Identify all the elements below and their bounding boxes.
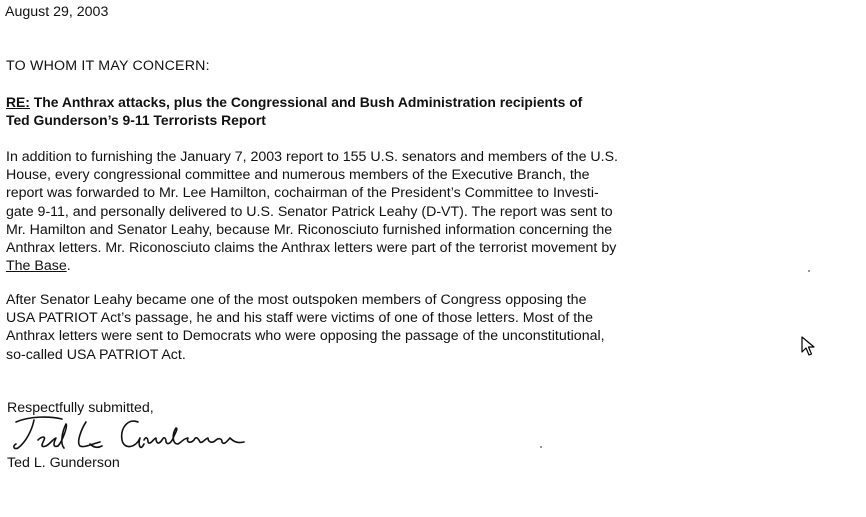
paragraph-line: Anthrax letters were sent to Democrats who were opposing the passage of the unconstitutional, <box>6 328 605 345</box>
subject-line <box>6 93 582 129</box>
subject-row-2: Ted Gunderson’s 9-11 Terrorists Report <box>6 112 266 128</box>
paragraph-line: Anthrax letters. Mr. Riconosciuto claims the Anthrax letters were part of the terrorist movement by <box>6 240 617 257</box>
paragraph-1 <box>6 148 618 275</box>
letter-date: August 29, 2003 <box>5 4 109 20</box>
paragraph-line: After Senator Leahy became one of the most outspoken members of Congress opposing the <box>6 292 587 308</box>
paragraph-line-last <box>6 257 618 275</box>
paragraph-line: so-called USA PATRIOT Act. <box>6 346 186 363</box>
salutation: TO WHOM IT MAY CONCERN: <box>6 58 210 74</box>
scan-speck <box>808 270 810 272</box>
paragraph-line: USA PATRIOT Act’s passage, he and his staff were victims of one of those letters. Most of the <box>6 310 593 327</box>
re-label: RE: <box>6 94 30 110</box>
paragraph-line: In addition to furnishing the January 7, 2003 report to 155 U.S. senators and members of the U.S. <box>6 149 618 165</box>
paragraph-line: gate 9-11, and personally delivered to U.S. Senator Patrick Leahy (D-VT). The report was sent to <box>6 203 613 220</box>
subject-text-1: The Anthrax attacks, plus the Congressional and Bush Administration recipients of <box>29 94 583 110</box>
scan-speck <box>540 446 542 448</box>
signer-name: Ted L. Gunderson <box>7 455 120 471</box>
paragraph-line: House, every congressional committee and numerous members of the Executive Branch, the <box>6 167 590 184</box>
handwritten-signature <box>10 408 250 458</box>
period: . <box>66 258 71 275</box>
paragraph-line: Mr. Hamilton and Senator Leahy, because Mr. Riconosciuto furnished information concerning the <box>6 221 613 238</box>
subject-row-1 <box>6 93 582 111</box>
the-base-text: The Base <box>6 258 67 275</box>
paragraph-2 <box>6 291 605 364</box>
closing: Respectfully submitted, <box>7 400 154 416</box>
paragraph-line: report was forwarded to Mr. Lee Hamilton, cochairman of the President’s Committee to Investi- <box>6 185 599 202</box>
mouse-pointer-icon <box>801 336 815 356</box>
